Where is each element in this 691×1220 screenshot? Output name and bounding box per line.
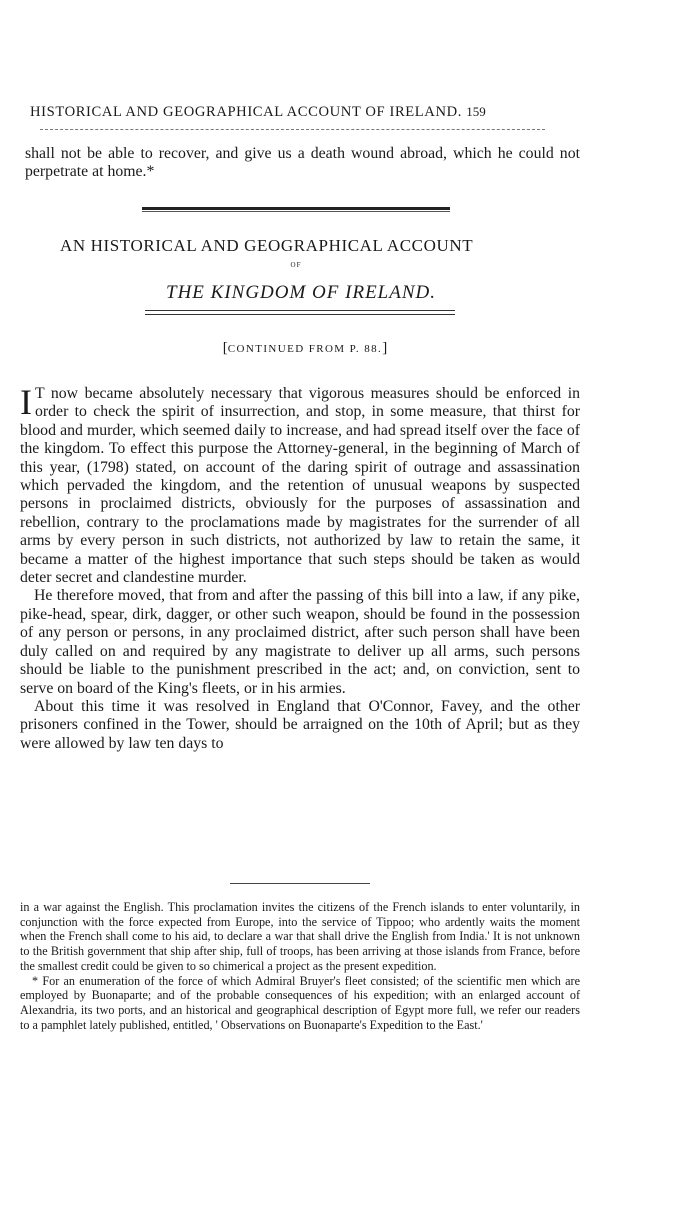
page-number: 159 xyxy=(466,104,486,119)
article-body xyxy=(20,382,580,753)
article-title-of: OF xyxy=(290,261,302,269)
running-head-title: HISTORICAL AND GEOGRAPHICAL ACCOUNT OF IRELAND. xyxy=(30,104,462,120)
footnote-1: in a war against the English. This proclamation invites the citizens of the French islands to enter voluntarily, in conjunction with the force expected from Europe, into the service of Tippoo; who ardently waits the moment when the French shall come to his aid, to declare a war that shall drive the English from India.' It is not unknown to the British government that ship after ship, full of troops, has been arriving at those islands from France, before the smallest credit could be given to so chimerical a project as the present expedition. xyxy=(20,900,580,973)
continuation-text: shall not be able to recover, and give us a death wound abroad, which he could not perpetrate at home.* xyxy=(25,145,580,181)
continued-bracket-close: ] xyxy=(382,340,388,356)
continuation-block xyxy=(25,145,580,182)
drop-cap: I xyxy=(20,382,32,422)
footnote-rule xyxy=(230,883,370,884)
article-title: AN HISTORICAL AND GEOGRAPHICAL ACCOUNT xyxy=(60,236,474,255)
continued-note xyxy=(0,340,610,357)
article-subtitle: THE KINGDOM OF IRELAND. xyxy=(166,282,436,303)
paragraph-3: About this time it was resolved in England that O'Connor, Favey, and the other prisoners confined in the Tower, should be arraigned on the 10th of April; but as they were allowed by law ten days to xyxy=(20,697,580,752)
running-head-rule xyxy=(40,129,545,130)
title-double-rule xyxy=(145,310,455,315)
paragraph-1-text: T now became absolutely necessary that vigorous measures should be enforced in order to check the spirit of insurrection, and stop, in some measure, that thirst for blood and murder, which seemed daily to increase, and had spread itself over the face of the kingdom. To effect this purpose the Attorney-general, in the beginning of March of this year, (1798) stated, on account of the daring spirit of outrage and assassination which pervaded the kingdom, and the retention of unusual weapons by suspected persons in proclaimed districts, obviously for the purposes of assassination and rebellion, contrary to the proclamations made by magistrates for the surrender of all arms by every person in such districts, not authorized by law to retain the same, it became a matter of the highest importance that such steps should be taken as would deter secret and clandestine murder. xyxy=(20,385,580,587)
continued-text: CONTINUED FROM P. 88. xyxy=(227,343,383,355)
footnotes xyxy=(20,900,580,1032)
paragraph-2: He therefore moved, that from and after the passing of this bill into a law, if any pike, pike-head, spear, dirk, dagger, or other such weapon, should be found in the possession of any person or persons, in any proclaimed district, after such person shall have been duly called on and required by any magistrate to deliver up all arms, such persons should be liable to the punishment prescribed in the act; and, on conviction, sent to serve on board of the King's fleets, or in his armies. xyxy=(20,587,580,697)
footnote-2: * For an enumeration of the force of which Admiral Bruyer's fleet consisted; of the scientific men which are employed by Buonaparte; and of the probable consequences of his expedition; with an enlarged account of Alexandria, its two ports, and an historical and geographical description of Egypt more full, we refer our readers to a pamphlet lately published, entitled, ' Observations on Buonaparte's Expedition to the East.' xyxy=(20,973,580,1032)
section-divider xyxy=(142,207,450,212)
continued-bracket-open: [ xyxy=(222,340,228,356)
paragraph-1 xyxy=(20,382,580,587)
running-head xyxy=(30,104,670,121)
